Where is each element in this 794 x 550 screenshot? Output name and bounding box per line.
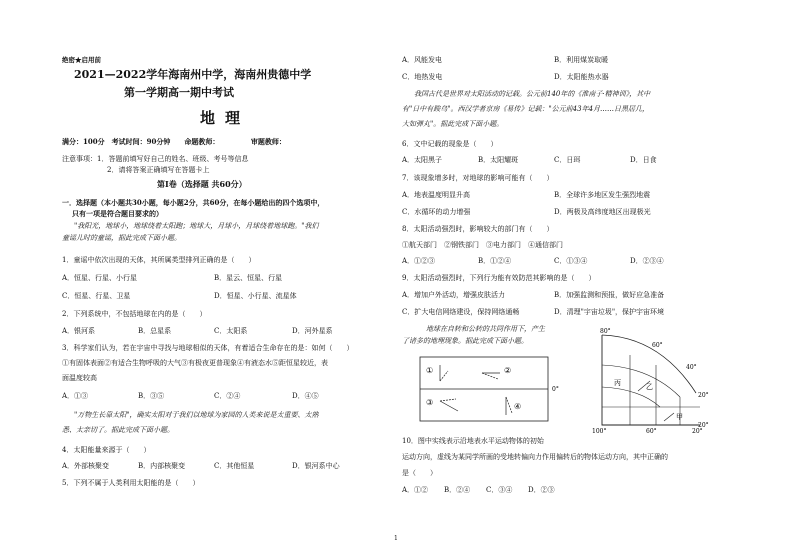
q4-option-a: A．外部核聚变 (62, 462, 110, 470)
q3-option-d: D．④⑤ (292, 392, 319, 400)
question-3-line2: ①有固体表面②有适合生物呼吸的大气③有极夜更普现象④有液态水⑤距恒星较近，表 (62, 359, 328, 367)
arrow-1-dashed (440, 371, 448, 381)
lat-40-label: 40° (686, 364, 697, 371)
question-10-line1: 10．图中实线表示沿地表水平运动物体的初始 (402, 437, 544, 445)
q9-option-a: A．增加户外活动，增强皮肤活力 (402, 291, 506, 299)
question-2: 2．下列系统中，不包括地球在内的是（ ） (62, 310, 207, 318)
q5-option-d: D．太阳能热水器 (554, 73, 609, 81)
question-3-line1: 3．科学家们认为，若在宇宙中寻找与地球相似的天体，有着适合生命存在的是：如何（ ） (62, 344, 354, 352)
q6-option-c: C．日珥 (554, 156, 581, 164)
question-6: 6．文中记载的现象是（ ） (402, 140, 498, 148)
q3-option-b: B．③⑤ (138, 392, 165, 400)
instructions-2: 只有一项是符合题目要求的） (72, 209, 163, 218)
q6-option-a: A．太阳黑子 (402, 156, 443, 164)
q9-option-b: B．加强监测和预报，做好应急准备 (554, 291, 665, 299)
label-yi: 乙 (646, 383, 653, 391)
question-9: 9．太阳活动强烈时，下列行为能有效防范其影响的是（ ） (402, 274, 596, 282)
instructions-1: 一．选择题（本小题共30小题，每小题2分，共60分，在每小题给出的四个选项中， (62, 198, 325, 207)
circle-2-label: ② (504, 366, 512, 375)
circle-3-label: ③ (426, 398, 434, 407)
q7-option-c: C．水循环的动力增强 (402, 208, 471, 216)
passage3-line3: 大如弹丸"。据此完成下面小题。 (402, 120, 504, 128)
passage4-line2: 了诸多的地理现象。据此完成下面小题。 (402, 337, 528, 345)
q1-option-d: D．恒星、小行星、流星体 (214, 292, 297, 300)
q2-option-d: D．河外星系 (292, 327, 333, 335)
q8-choices: ①航天部门 ②钢铁部门 ③电力部门 ④通信部门 (402, 241, 563, 249)
passage1-line2: 童谣儿时的童谣，据此完成下面小题。 (62, 234, 181, 242)
circle-1-label: ① (426, 366, 434, 375)
jia-arrow (664, 413, 674, 421)
passage4-line1: 地球在自转和公转的共同作用下，产生 (426, 325, 545, 333)
question-7: 7．该现象增多时，对地球的影响可能有（ ） (402, 174, 554, 182)
q7-option-a: A．地表温度明显升高 (402, 191, 471, 199)
passage2-line1: "万物生长靠太阳"，确实太阳对于我们以地球为家园的人类来说是太重要、太熟 (74, 411, 319, 419)
q6-option-b: B．太阳耀斑 (478, 156, 519, 164)
deflection-figure (416, 353, 576, 425)
notice-2: 2．请将答案正确填写在答题卡上 (107, 166, 210, 174)
question-10-line2: 运动方向，虚线为某同学所画的受地转偏向力作用偏转后的物体运动方向，其中正确的 (402, 453, 668, 461)
latlon-figure (580, 325, 730, 435)
passage1-line1: "我阳光，地球小，地球绕着太阳跑；地球大，月球小，月球绕着地球跑。"我们 (74, 222, 319, 230)
q6-option-d: D．日食 (630, 156, 657, 164)
secret-mark: 绝密★启用前 (62, 56, 101, 64)
q1-option-c: C．恒星、行星、卫星 (62, 292, 131, 300)
lat-20-label: 20° (698, 392, 709, 399)
question-1: 1．童谣中依次出现的天体，其所属类型排列正确的是（ ） (62, 256, 256, 264)
question-3-line3: 面温度较高 (62, 374, 97, 382)
exam-title-line2: 第一学期高一期中考试 (124, 86, 234, 99)
passage2-line2: 悉、太亲切了。据此完成下面小题。 (62, 426, 174, 434)
arrow-3-dashed (440, 399, 456, 401)
passage3-line2: 有"日中有踆乌"。西汉学者京房《易传》记载："公元前43年4月……日黑居几， (402, 105, 650, 113)
lat-80-label: 80° (600, 328, 611, 335)
q1-option-b: B．星云、恒星、行星 (214, 274, 283, 282)
lat-0-label: 20° (698, 422, 709, 429)
question-8: 8．太阳活动强烈时，影响较大的部门有（ ） (402, 225, 554, 233)
label-jia: 甲 (676, 413, 683, 421)
q5-option-c: C．地热发电 (402, 73, 443, 81)
question-4: 4．太阳能量来源于（ ） (62, 446, 151, 454)
page-number: 1 (394, 535, 398, 542)
q4-option-d: D．银河系中心 (292, 462, 340, 470)
equator-label: 0° (552, 386, 559, 393)
q5-option-b: B．利用煤炭取暖 (554, 56, 609, 64)
exam-title-line1: 2021—2022学年海南州中学，海南州贵德中学 (74, 68, 312, 81)
q3-option-a: A．①③ (62, 392, 89, 400)
question-10-line3: 是（ ） (402, 469, 437, 477)
arrow-2-dashed (482, 373, 498, 379)
circle-4-label: ④ (514, 402, 522, 411)
passage3-line1: 我国古代是世界对太阳活动的记载。公元前140年的《淮南子·精神训》，其中 (414, 90, 651, 98)
q1-option-a: A．恒星、行星、小行星 (62, 274, 138, 282)
question-5: 5．下列不属于人类利用太阳能的是（ ） (62, 479, 200, 487)
q10-option-d: D．②③ (528, 486, 555, 494)
q3-option-c: C．②④ (214, 392, 241, 400)
q4-option-c: C．其他恒星 (214, 462, 255, 470)
lon-20-label: 20° (692, 428, 703, 435)
q10-option-b: B．②④ (444, 486, 471, 494)
q2-option-a: A．银河系 (62, 327, 96, 335)
q7-option-b: B．全球许多地区发生强烈地震 (554, 191, 651, 199)
arrow-3-solid (440, 401, 458, 411)
q2-option-c: C．太阳系 (214, 327, 248, 335)
q7-option-d: D．两极及高纬度地区出现极光 (554, 208, 651, 216)
q8-option-a: A．①②③ (402, 257, 436, 265)
lat-60-label: 60° (652, 342, 663, 349)
lon-100-label: 100° (592, 428, 607, 435)
q2-option-b: B．总星系 (138, 327, 172, 335)
score-info: 满分：100分 考试时间：90分钟 命题教师： 审题教师： (62, 137, 286, 146)
q9-option-d: D．清理"宇宙垃圾"，保护宇宙环境 (554, 308, 665, 316)
q9-option-c: C．扩大电信网络建设，保持网络通畅 (402, 308, 520, 316)
arrow-4-dashed (506, 397, 512, 413)
q8-option-b: B．①②④ (478, 257, 512, 265)
lon-60-label: 60° (646, 428, 657, 435)
notice-1: 注意事项：1．答题前填写好自己的姓名、班级、考号等信息 (62, 155, 249, 163)
q10-option-a: A．①② (402, 486, 429, 494)
label-bing: 丙 (614, 379, 621, 387)
q5-option-a: A．风能发电 (402, 56, 443, 64)
subject-title: 地理 (200, 109, 251, 127)
q8-option-c: C．①③④ (554, 257, 588, 265)
section-title: 第Ⅰ卷（选择题 共60分） (157, 179, 247, 189)
q10-option-c: C．③④ (486, 486, 513, 494)
q8-option-d: D．②③④ (630, 257, 664, 265)
q4-option-b: B．内部核聚变 (138, 462, 186, 470)
